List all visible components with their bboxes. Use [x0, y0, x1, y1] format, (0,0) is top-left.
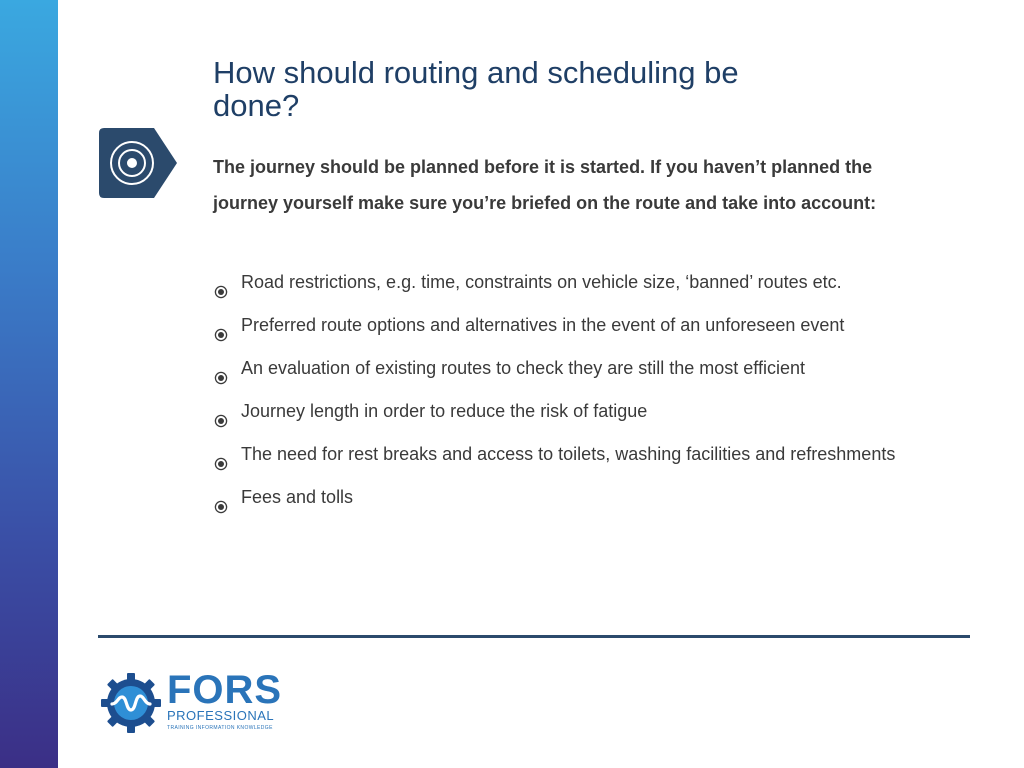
bullet-text: Road restrictions, e.g. time, constraints on vehicle size, ‘banned’ routes etc.: [241, 272, 842, 292]
logo-subtitle: PROFESSIONAL: [167, 708, 275, 723]
list-item: [213, 264, 953, 300]
logo-wordmark: FORS: [167, 668, 283, 712]
intro-paragraph: The journey should be planned before it is started. If you haven’t planned the journey yourself make sure you’re briefed on the route and take into account:: [213, 157, 877, 213]
bullet-text: The need for rest breaks and access to toilets, washing facilities and refreshments: [241, 444, 896, 464]
list-item: [213, 436, 953, 472]
list-item: [213, 479, 953, 515]
radio-target-icon: [214, 404, 228, 418]
radio-target-icon: [214, 275, 228, 289]
radio-target-icon: [214, 318, 228, 332]
bullet-text: Fees and tolls: [241, 487, 354, 507]
target-icon: [98, 127, 178, 199]
bullet-text: Journey length in order to reduce the risk of fatigue: [241, 401, 648, 421]
list-item: [213, 307, 953, 343]
slide-title: How should routing and scheduling be done?: [213, 55, 739, 123]
bullet-text: An evaluation of existing routes to check they are still the most efficient: [241, 358, 805, 378]
bullet-text: Preferred route options and alternatives in the event of an unforeseen event: [241, 315, 845, 335]
radio-target-icon: [214, 490, 228, 504]
footer-divider: [98, 635, 970, 638]
logo-tagline: TRAINING INFORMATION KNOWLEDGE: [167, 725, 273, 731]
radio-target-icon: [214, 361, 228, 375]
radio-target-icon: [214, 447, 228, 461]
gear-wave-icon: [100, 672, 162, 734]
side-accent-bar: [0, 0, 58, 768]
fors-logo: [100, 668, 283, 736]
list-item: [213, 393, 953, 429]
list-item: [213, 350, 953, 386]
bullet-list: [213, 264, 953, 522]
